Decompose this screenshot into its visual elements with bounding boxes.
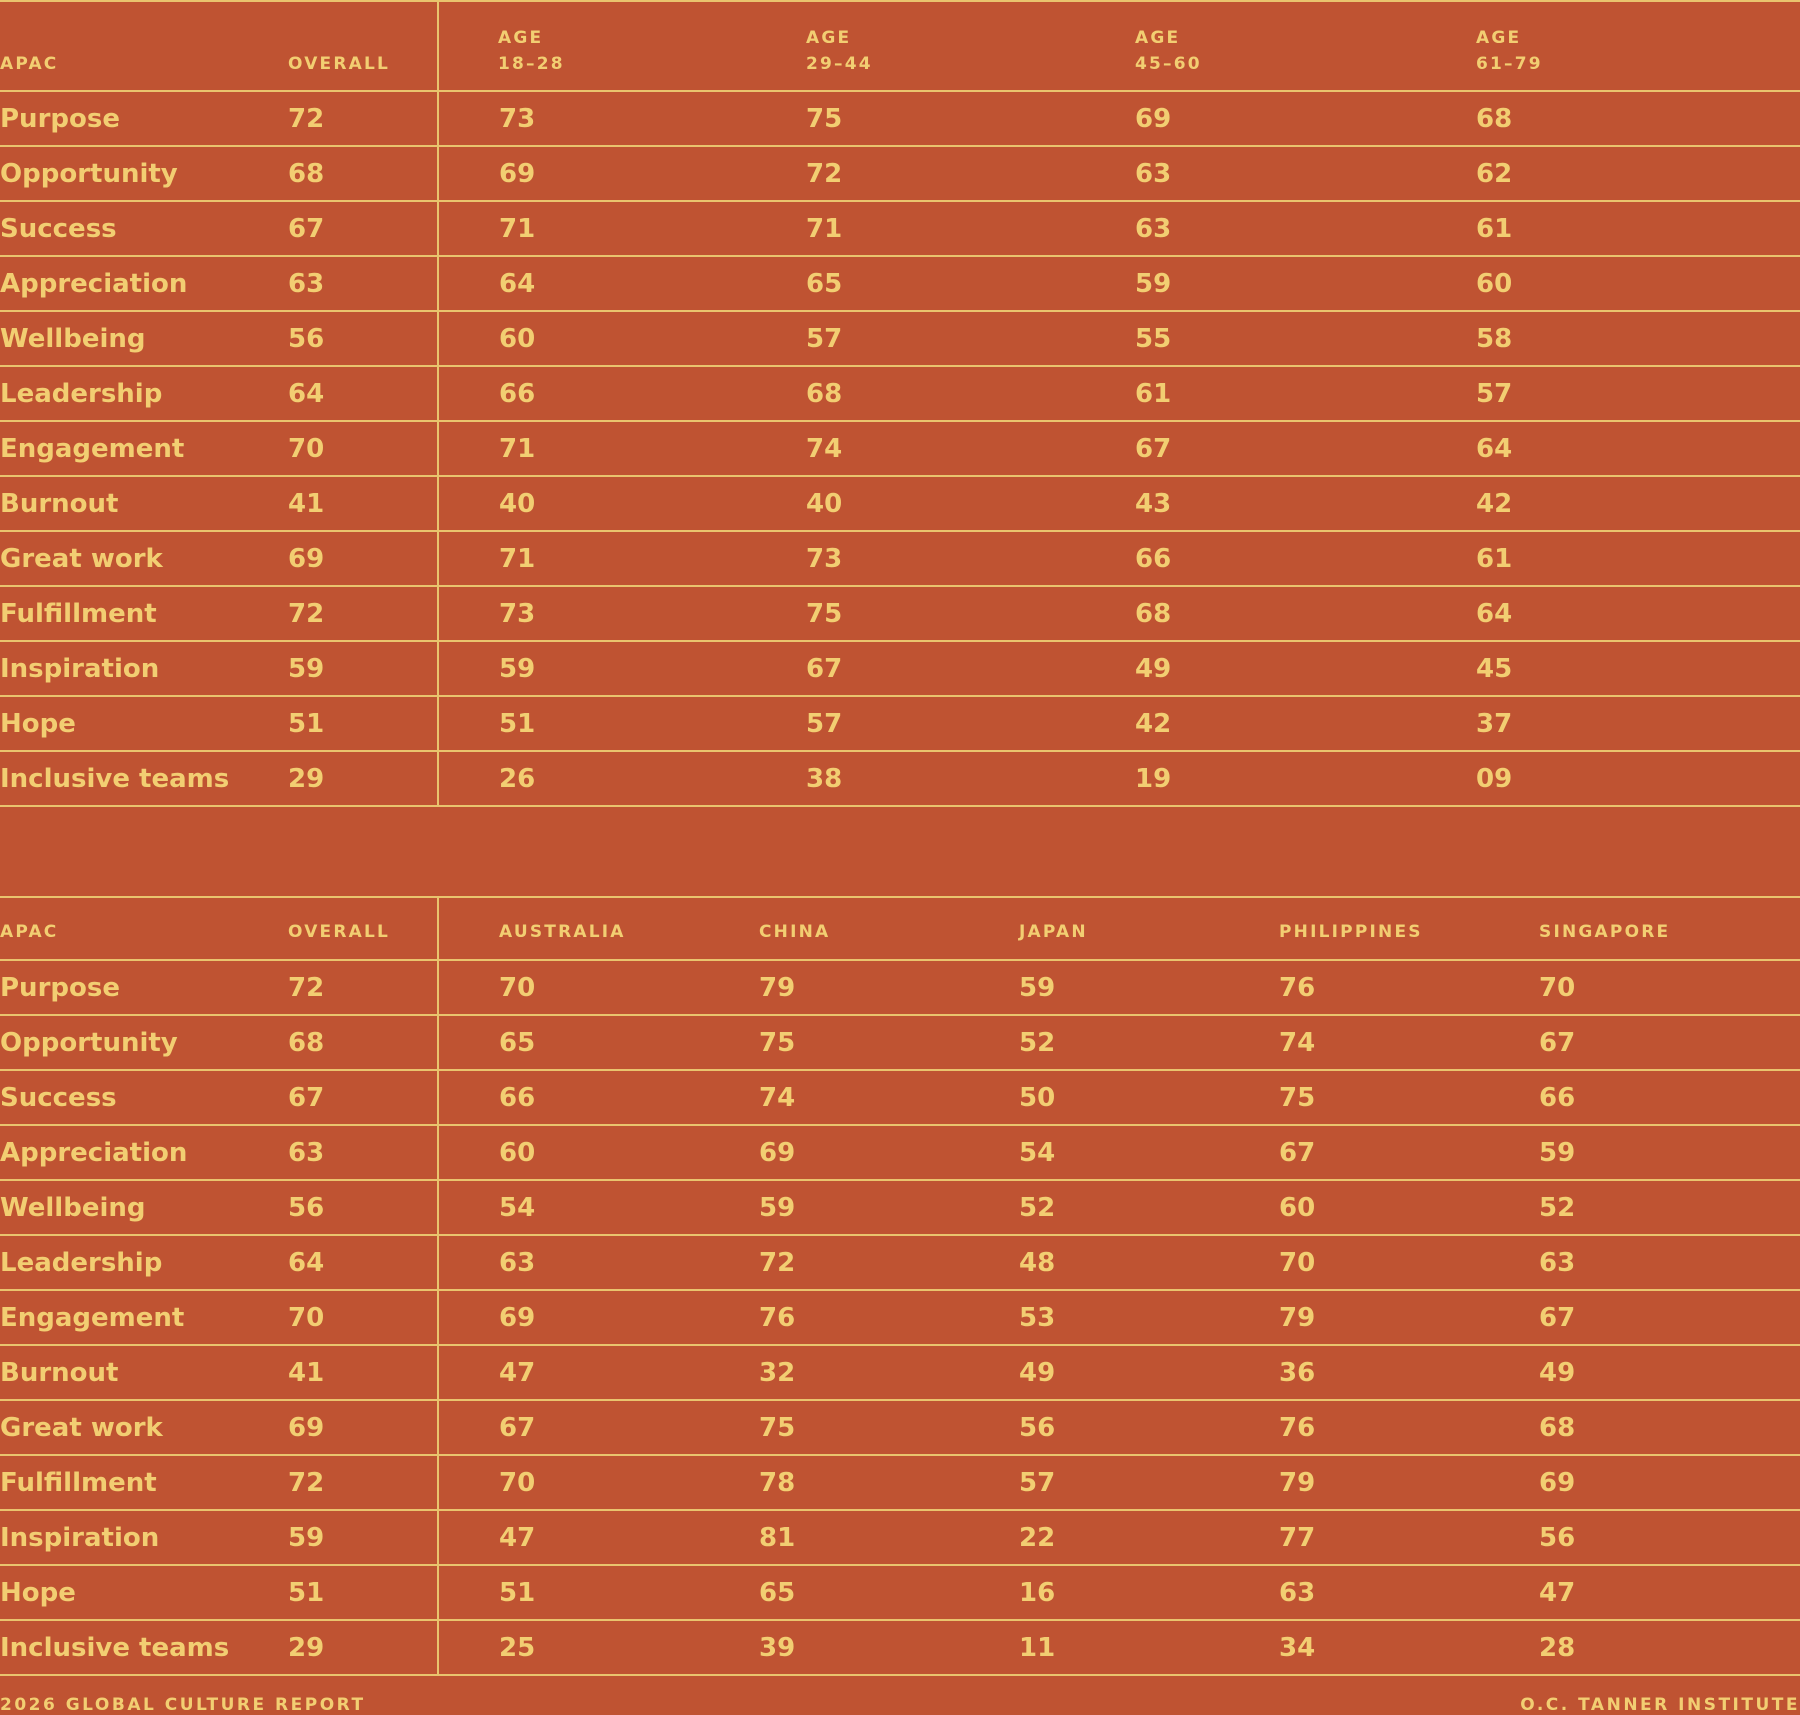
- overall-value: 68: [288, 1028, 325, 1058]
- value-cell: 32: [759, 1358, 796, 1388]
- age-group-header: AGE 18–28: [498, 28, 565, 74]
- value-cell: 57: [1476, 379, 1513, 409]
- overall-value: 67: [288, 1083, 325, 1113]
- value-cell: 56: [1539, 1523, 1576, 1553]
- column-divider: [437, 1621, 439, 1674]
- region-header: APAC: [0, 922, 59, 942]
- column-divider: [437, 1401, 439, 1454]
- column-divider: [437, 1566, 439, 1619]
- value-cell: 72: [806, 159, 843, 189]
- value-cell: 68: [1539, 1413, 1576, 1443]
- value-cell: 60: [499, 1138, 536, 1168]
- value-cell: 75: [806, 599, 843, 629]
- metric-label: Wellbeing: [0, 1193, 146, 1223]
- value-cell: 28: [1539, 1633, 1576, 1663]
- table-row: [0, 961, 1800, 1016]
- value-cell: 64: [499, 269, 536, 299]
- table-row: [0, 1346, 1800, 1401]
- overall-header: OVERALL: [288, 54, 391, 74]
- column-divider: [437, 642, 439, 695]
- column-divider: [437, 961, 439, 1014]
- value-cell: 69: [1539, 1468, 1576, 1498]
- value-cell: 61: [1135, 379, 1172, 409]
- overall-value: 51: [288, 1578, 325, 1608]
- value-cell: 61: [1476, 214, 1513, 244]
- value-cell: 16: [1019, 1578, 1056, 1608]
- value-cell: 61: [1476, 544, 1513, 574]
- value-cell: 48: [1019, 1248, 1056, 1278]
- value-cell: 11: [1019, 1633, 1056, 1663]
- value-cell: 47: [499, 1523, 536, 1553]
- value-cell: 63: [1135, 214, 1172, 244]
- metric-label: Opportunity: [0, 1028, 178, 1058]
- value-cell: 19: [1135, 764, 1172, 794]
- overall-header: OVERALL: [288, 922, 391, 942]
- overall-value: 56: [288, 324, 325, 354]
- overall-value: 63: [288, 269, 325, 299]
- column-divider: [437, 202, 439, 255]
- value-cell: 67: [1279, 1138, 1316, 1168]
- value-cell: 36: [1279, 1358, 1316, 1388]
- overall-value: 64: [288, 1248, 325, 1278]
- value-cell: 74: [1279, 1028, 1316, 1058]
- value-cell: 67: [806, 654, 843, 684]
- value-cell: 72: [759, 1248, 796, 1278]
- column-divider: [437, 367, 439, 420]
- value-cell: 63: [499, 1248, 536, 1278]
- table-row: [0, 477, 1800, 532]
- column-divider: [437, 1181, 439, 1234]
- metric-label: Inspiration: [0, 654, 160, 684]
- value-cell: 79: [759, 973, 796, 1003]
- column-divider: [437, 147, 439, 200]
- country-header-philippines: PHILIPPINES: [1279, 922, 1423, 942]
- column-divider: [437, 477, 439, 530]
- value-cell: 52: [1019, 1193, 1056, 1223]
- table-row: [0, 422, 1800, 477]
- overall-value: 67: [288, 214, 325, 244]
- value-cell: 40: [806, 489, 843, 519]
- value-cell: 38: [806, 764, 843, 794]
- value-cell: 65: [759, 1578, 796, 1608]
- country-header-china: CHINA: [759, 922, 831, 942]
- column-divider: [437, 1126, 439, 1179]
- age-group-header: AGE 61–79: [1476, 28, 1543, 74]
- institute-footer: O.C. TANNER INSTITUTE: [1520, 1695, 1800, 1715]
- table-row: [0, 752, 1800, 807]
- value-cell: 67: [1135, 434, 1172, 464]
- table-row: [0, 642, 1800, 697]
- value-cell: 79: [1279, 1468, 1316, 1498]
- value-cell: 42: [1135, 709, 1172, 739]
- column-divider: [437, 422, 439, 475]
- value-cell: 75: [759, 1413, 796, 1443]
- overall-value: 69: [288, 544, 325, 574]
- value-cell: 70: [1279, 1248, 1316, 1278]
- overall-value: 29: [288, 1633, 325, 1663]
- column-divider: [437, 1016, 439, 1069]
- metric-label: Opportunity: [0, 159, 178, 189]
- column-divider: [437, 752, 439, 805]
- age-group-header: AGE 45–60: [1135, 28, 1202, 74]
- value-cell: 59: [759, 1193, 796, 1223]
- value-cell: 68: [1135, 599, 1172, 629]
- metric-label: Engagement: [0, 434, 185, 464]
- value-cell: 63: [1539, 1248, 1576, 1278]
- value-cell: 59: [499, 654, 536, 684]
- table-row: [0, 1236, 1800, 1291]
- metric-label: Great work: [0, 1413, 163, 1443]
- age-group-header: AGE 29–44: [806, 28, 873, 74]
- value-cell: 64: [1476, 599, 1513, 629]
- table-row: [0, 532, 1800, 587]
- report-title-footer: 2026 GLOBAL CULTURE REPORT: [0, 1695, 366, 1715]
- column-divider: [437, 898, 439, 959]
- value-cell: 74: [759, 1083, 796, 1113]
- value-cell: 66: [499, 1083, 536, 1113]
- column-divider: [437, 697, 439, 750]
- metric-label: Burnout: [0, 489, 119, 519]
- overall-value: 72: [288, 973, 325, 1003]
- value-cell: 37: [1476, 709, 1513, 739]
- overall-value: 29: [288, 764, 325, 794]
- overall-value: 41: [288, 1358, 325, 1388]
- table-row: [0, 202, 1800, 257]
- value-cell: 67: [499, 1413, 536, 1443]
- table-row: [0, 257, 1800, 312]
- value-cell: 63: [1279, 1578, 1316, 1608]
- value-cell: 39: [759, 1633, 796, 1663]
- value-cell: 63: [1135, 159, 1172, 189]
- table-row: [0, 92, 1800, 147]
- value-cell: 45: [1476, 654, 1513, 684]
- overall-value: 64: [288, 379, 325, 409]
- value-cell: 76: [759, 1303, 796, 1333]
- value-cell: 64: [1476, 434, 1513, 464]
- value-cell: 69: [759, 1138, 796, 1168]
- value-cell: 49: [1135, 654, 1172, 684]
- table-row: [0, 1126, 1800, 1181]
- value-cell: 66: [1135, 544, 1172, 574]
- metric-label: Inclusive teams: [0, 1633, 230, 1663]
- column-divider: [437, 1236, 439, 1289]
- value-cell: 71: [806, 214, 843, 244]
- overall-value: 69: [288, 1413, 325, 1443]
- value-cell: 47: [1539, 1578, 1576, 1608]
- age-table-header-row: [0, 2, 1800, 92]
- metric-label: Success: [0, 214, 117, 244]
- metric-label: Success: [0, 1083, 117, 1113]
- overall-value: 70: [288, 1303, 325, 1333]
- value-cell: 34: [1279, 1633, 1316, 1663]
- value-cell: 43: [1135, 489, 1172, 519]
- value-cell: 60: [1476, 269, 1513, 299]
- metric-label: Inspiration: [0, 1523, 160, 1553]
- overall-value: 56: [288, 1193, 325, 1223]
- value-cell: 57: [806, 709, 843, 739]
- table-row: [0, 1181, 1800, 1236]
- metric-label: Appreciation: [0, 269, 188, 299]
- table-row: [0, 1621, 1800, 1676]
- metric-label: Hope: [0, 1578, 76, 1608]
- overall-value: 41: [288, 489, 325, 519]
- overall-value: 72: [288, 1468, 325, 1498]
- overall-value: 59: [288, 1523, 325, 1553]
- table-row: [0, 1566, 1800, 1621]
- metric-label: Engagement: [0, 1303, 185, 1333]
- value-cell: 52: [1539, 1193, 1576, 1223]
- value-cell: 73: [499, 599, 536, 629]
- value-cell: 75: [759, 1028, 796, 1058]
- value-cell: 51: [499, 709, 536, 739]
- country-header-japan: JAPAN: [1019, 922, 1088, 942]
- value-cell: 57: [1019, 1468, 1056, 1498]
- value-cell: 74: [806, 434, 843, 464]
- table-row: [0, 147, 1800, 202]
- table-row: [0, 1071, 1800, 1126]
- age-table-body: [0, 92, 1800, 807]
- value-cell: 59: [1019, 973, 1056, 1003]
- value-cell: 78: [759, 1468, 796, 1498]
- value-cell: 75: [1279, 1083, 1316, 1113]
- value-cell: 56: [1019, 1413, 1056, 1443]
- table-row: [0, 367, 1800, 422]
- value-cell: 42: [1476, 489, 1513, 519]
- value-cell: 81: [759, 1523, 796, 1553]
- table-row: [0, 1016, 1800, 1071]
- value-cell: 71: [499, 214, 536, 244]
- value-cell: 76: [1279, 973, 1316, 1003]
- overall-value: 63: [288, 1138, 325, 1168]
- age-table: [0, 0, 1800, 807]
- value-cell: 55: [1135, 324, 1172, 354]
- value-cell: 67: [1539, 1028, 1576, 1058]
- metric-label: Wellbeing: [0, 324, 146, 354]
- column-divider: [437, 1511, 439, 1564]
- table-row: [0, 587, 1800, 642]
- country-table-body: [0, 961, 1800, 1676]
- value-cell: 51: [499, 1578, 536, 1608]
- value-cell: 77: [1279, 1523, 1316, 1553]
- column-divider: [437, 1071, 439, 1124]
- column-divider: [437, 532, 439, 585]
- value-cell: 79: [1279, 1303, 1316, 1333]
- value-cell: 58: [1476, 324, 1513, 354]
- value-cell: 70: [499, 1468, 536, 1498]
- metric-label: Burnout: [0, 1358, 119, 1388]
- value-cell: 65: [806, 269, 843, 299]
- table-row: [0, 697, 1800, 752]
- value-cell: 59: [1135, 269, 1172, 299]
- overall-value: 59: [288, 654, 325, 684]
- column-divider: [437, 1456, 439, 1509]
- value-cell: 62: [1476, 159, 1513, 189]
- country-table-header-row: [0, 898, 1800, 961]
- value-cell: 76: [1279, 1413, 1316, 1443]
- value-cell: 26: [499, 764, 536, 794]
- metric-label: Great work: [0, 544, 163, 574]
- metric-label: Leadership: [0, 1248, 163, 1278]
- value-cell: 75: [806, 104, 843, 134]
- column-divider: [437, 1346, 439, 1399]
- metric-label: Leadership: [0, 379, 163, 409]
- value-cell: 71: [499, 544, 536, 574]
- metric-label: Hope: [0, 709, 76, 739]
- column-divider: [437, 257, 439, 310]
- value-cell: 25: [499, 1633, 536, 1663]
- value-cell: 49: [1539, 1358, 1576, 1388]
- table-row: [0, 312, 1800, 367]
- value-cell: 49: [1019, 1358, 1056, 1388]
- value-cell: 65: [499, 1028, 536, 1058]
- column-divider: [437, 2, 439, 90]
- country-header-singapore: SINGAPORE: [1539, 922, 1671, 942]
- metric-label: Fulfillment: [0, 599, 157, 629]
- value-cell: 70: [1539, 973, 1576, 1003]
- region-header: APAC: [0, 54, 59, 74]
- value-cell: 69: [499, 159, 536, 189]
- metric-label: Purpose: [0, 973, 120, 1003]
- metric-label: Fulfillment: [0, 1468, 157, 1498]
- overall-value: 72: [288, 104, 325, 134]
- value-cell: 68: [806, 379, 843, 409]
- value-cell: 69: [1135, 104, 1172, 134]
- value-cell: 40: [499, 489, 536, 519]
- value-cell: 73: [499, 104, 536, 134]
- overall-value: 70: [288, 434, 325, 464]
- column-divider: [437, 587, 439, 640]
- overall-value: 51: [288, 709, 325, 739]
- column-divider: [437, 312, 439, 365]
- value-cell: 60: [499, 324, 536, 354]
- table-row: [0, 1456, 1800, 1511]
- table-row: [0, 1511, 1800, 1566]
- value-cell: 60: [1279, 1193, 1316, 1223]
- value-cell: 70: [499, 973, 536, 1003]
- table-row: [0, 1401, 1800, 1456]
- value-cell: 22: [1019, 1523, 1056, 1553]
- value-cell: 73: [806, 544, 843, 574]
- overall-value: 72: [288, 599, 325, 629]
- country-header-australia: AUSTRALIA: [499, 922, 626, 942]
- value-cell: 50: [1019, 1083, 1056, 1113]
- value-cell: 52: [1019, 1028, 1056, 1058]
- country-table: [0, 896, 1800, 1676]
- value-cell: 69: [499, 1303, 536, 1333]
- value-cell: 71: [499, 434, 536, 464]
- column-divider: [437, 1291, 439, 1344]
- table-row: [0, 1291, 1800, 1346]
- value-cell: 09: [1476, 764, 1513, 794]
- value-cell: 67: [1539, 1303, 1576, 1333]
- value-cell: 57: [806, 324, 843, 354]
- value-cell: 47: [499, 1358, 536, 1388]
- metric-label: Appreciation: [0, 1138, 188, 1168]
- overall-value: 68: [288, 159, 325, 189]
- value-cell: 54: [499, 1193, 536, 1223]
- value-cell: 53: [1019, 1303, 1056, 1333]
- value-cell: 66: [1539, 1083, 1576, 1113]
- metric-label: Inclusive teams: [0, 764, 230, 794]
- metric-label: Purpose: [0, 104, 120, 134]
- value-cell: 59: [1539, 1138, 1576, 1168]
- value-cell: 66: [499, 379, 536, 409]
- column-divider: [437, 92, 439, 145]
- value-cell: 68: [1476, 104, 1513, 134]
- value-cell: 54: [1019, 1138, 1056, 1168]
